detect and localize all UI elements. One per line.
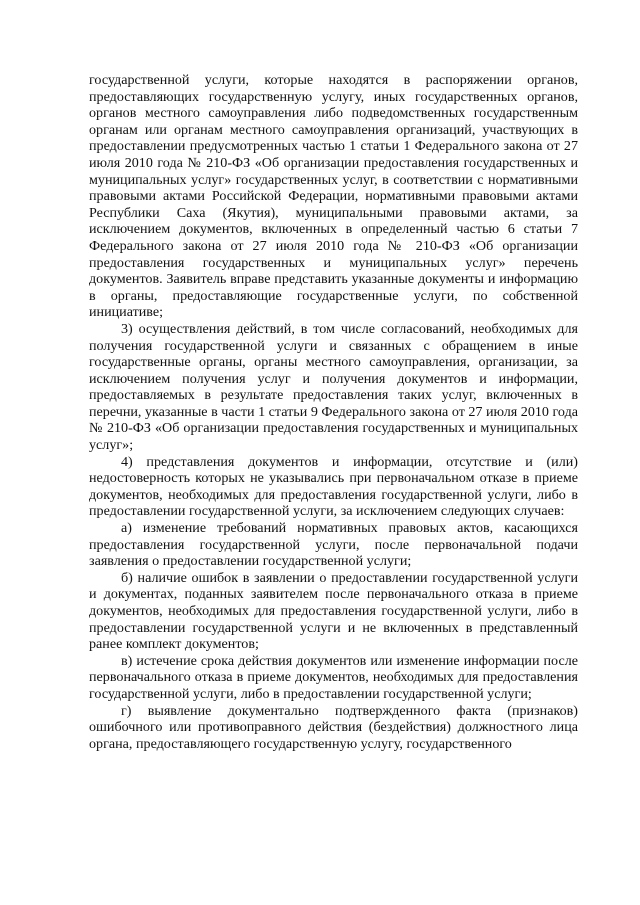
paragraph-item-3: 3) осуществления действий, в том числе согласований, необходимых для получения государственной услуги и связанных с обращением в иные государственные органы, органы местного самоуправления, организации, за исключением получения услуг и получения документов и информации, предоставляемых в результате предоставления таких услуг, включенных в перечни, указанные в части 1 статьи 9 Федерального закона от 27 июля 2010 года № 210-ФЗ «Об организации предоставления государственных и муниципальных услуг»; bbox=[89, 320, 578, 454]
paragraph-item-b: б) наличие ошибок в заявлении о предоставлении государственной услуги и документах, поданных заявителем после первоначального отказа в приеме документов, необходимых для предоставления государственной услуги, либо в предоставлении государственной услуги и не включенных в представленный ранее комплект документов; bbox=[89, 569, 578, 653]
paragraph-item-a: а) изменение требований нормативных правовых актов, касающихся предоставления государственной услуги, после первоначальной подачи заявления о предоставлении государственной услуги; bbox=[89, 520, 578, 570]
paragraph-item-g: г) выявление документально подтвержденного факта (признаков) ошибочного или противоправного действия (бездействия) должностного лица органа, предоставляющего государственную услугу, государственного bbox=[89, 702, 578, 752]
document-body bbox=[89, 72, 578, 752]
paragraph-item-v: в) истечение срока действия документов или изменение информации после первоначального отказа в приеме документов, необходимых для предоставления государственной услуги, либо в предоставлении государственной услуги; bbox=[89, 652, 578, 702]
paragraph-continuation: государственной услуги, которые находятся в распоряжении органов, предоставляющих государственную услугу, иных государственных органов, органов местного самоуправления либо подведомственных государственным органам или органам местного самоуправления организаций, участвующих в предоставлении предусмотренных частью 1 статьи 1 Федерального закона от 27 июля 2010 года № 210-ФЗ «Об организации предоставления государственных и муниципальных услуг» государственных услуг, в соответствии с нормативными правовыми актами Российской Федерации, нормативными правовыми актами Республики Саха (Якутия), муниципальными правовыми актами, за исключением документов, включенных в определенный частью 6 статьи 7 Федерального закона от 27 июля 2010 года № 210-ФЗ «Об организации предоставления государственных и муниципальных услуг» перечень документов. Заявитель вправе представить указанные документы и информацию в органы, предоставляющие государственные услуги, по собственной инициативе; bbox=[89, 72, 578, 321]
paragraph-item-4: 4) представления документов и информации, отсутствие и (или) недостоверность которых не указывались при первоначальном отказе в приеме документов, необходимых для предоставления государственной услуги, либо в предоставлении государственной услуги, за исключением следующих случаев: bbox=[89, 453, 578, 520]
